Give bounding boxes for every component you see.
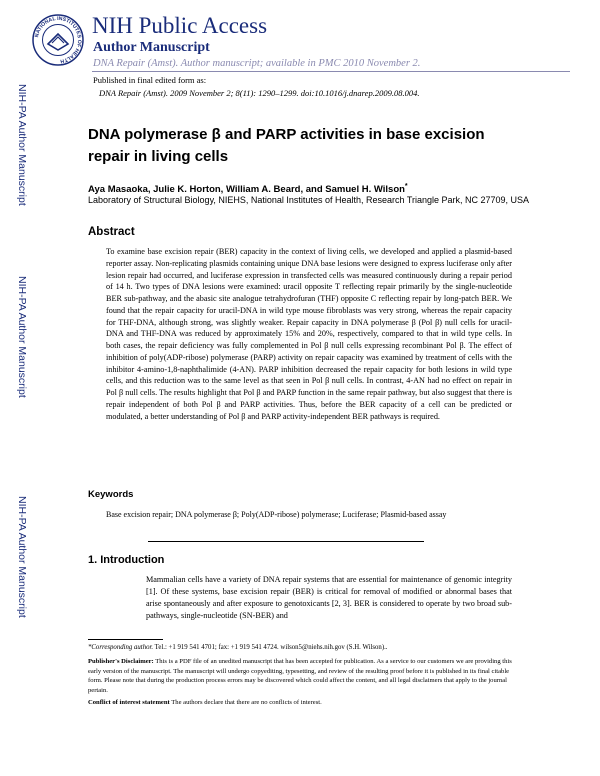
nih-seal-logo	[32, 14, 84, 66]
disclaimer-label: Publisher's Disclaimer:	[88, 658, 154, 665]
side-label-middle: NIH-PA Author Manuscript	[16, 276, 28, 398]
side-label-top: NIH-PA Author Manuscript	[16, 84, 28, 206]
footnote-divider	[88, 639, 163, 640]
corresponding-label: *Corresponding author.	[88, 644, 154, 651]
article-title: DNA polymerase β and PARP activities in base excision repair in living cells	[88, 126, 485, 165]
section-divider	[148, 541, 424, 542]
conflict-of-interest	[88, 698, 524, 707]
corresponding-author-mark: *	[404, 183, 408, 190]
header-title: NIH Public Access	[92, 13, 268, 38]
keywords-heading: Keywords	[88, 489, 134, 500]
keywords-text: Base excision repair; DNA polymerase β; Poly(ADP-ribose) polymerase; Luciferase; Plasmid-based assay	[106, 510, 447, 519]
published-label: Published in final edited form as:	[93, 75, 207, 85]
affiliation: Laboratory of Structural Biology, NIEHS, National Institutes of Health, Research Triangle Park, NC 27709, USA	[88, 195, 530, 205]
conflict-text: The authors declare that there are no conflicts of interest.	[169, 699, 322, 706]
corresponding-author-footnote	[88, 643, 528, 652]
conflict-label: Conflict of interest statement	[88, 699, 170, 706]
svg-text:NATIONAL INSTITUTES OF HEALTH: NATIONAL INSTITUTES OF HEALTH	[34, 15, 83, 64]
disclaimer-text: This is a PDF file of an unedited manuscript that has been accepted for publication. As a service to our customers we are providing this early version of the manuscript. The manuscript will undergo copyediting, typesetting, and review of the resulting proof before it is published in its final citable form. Please note that during the production process errors may be discovered which could affect the content, and all legal disclaimers that apply to the journal pertain.	[88, 658, 512, 694]
header-divider	[92, 71, 570, 72]
journal-availability-line: DNA Repair (Amst). Author manuscript; available in PMC 2010 November 2.	[93, 58, 421, 69]
publisher-disclaimer	[88, 657, 524, 695]
introduction-heading: 1. Introduction	[88, 554, 165, 566]
side-label-bottom: NIH-PA Author Manuscript	[16, 496, 28, 618]
abstract-text: To examine base excision repair (BER) capacity in the context of living cells, we developed and applied a plasmid-based reporter assay. Non-replicating plasmids containing unique DNA base lesions were designed to express luciferase only after lesion repair had occurred, and luciferase expression in transfected cells was measured continuously during a repair period of 14 h. Two types of DNA lesions were examined: uracil opposite T reflecting repair primarily by the single-nucleotide BER sub-pathway, and the abasic site analogue tetrahydrofuran (THF) opposite C reflecting repair by long-patch BER. We found that the repair capacity for uracil-DNA in wild type mouse fibroblasts was very strong, whereas the repair capacity for THF-DNA, although strong, was slightly weaker. Repair capacity in DNA polymerase β (Pol β) null cells for uracil-DNA and THF-DNA was reduced by approximately 15% and 20%, respectively, compared to that in wild type cells. In both cases, the repair deficiency was fully complemented in Pol β null cells expressing recombinant Pol β. The effect of inhibition of poly(ADP-ribose) polymerase (PARP) activity on repair capacity was examined by treatment of cells with the inhibitor 4-amino-1,8-naphthalimide (4-AN). PARP inhibition decreased the repair capacity for both lesions in wild type cells, and this reduction was to the same level as that seen in Pol β null cells. In contrast, 4-AN had no effect on repair in Pol β null cells. The results highlight that Pol β and PARP function in the same repair pathway, but also suggest that there is repair independent of both Pol β and PARP activities. Thus, before the BER capacity of a cell can be predicted or modulated, a better understanding of Pol β and PARP activity-independent BER pathways is required.	[106, 247, 512, 421]
introduction-text: Mammalian cells have a variety of DNA repair systems that are essential for maintenance of genomic integrity [1]. Of these systems, base excision repair (BER) is critical for removal of modified or abnormal bases that arise spontaneously and after exposure to genotoxicants [2, 3]. BER is considered to operate by two broad sub-pathways, single-nucleotide (SN-BER) and	[146, 575, 512, 620]
abstract-heading: Abstract	[88, 226, 135, 238]
author-names: Aya Masaoka, Julie K. Horton, William A. Beard, and Samuel H. Wilson	[88, 184, 405, 196]
citation-line: DNA Repair (Amst). 2009 November 2; 8(11): 1290–1299. doi:10.1016/j.dnarep.2009.08.004.	[99, 88, 420, 98]
corresponding-contact: Tel.: +1 919 541 4701; fax: +1 919 541 4724. wilson5@niehs.nih.gov (S.H. Wilson)..	[153, 644, 388, 651]
header-subtitle: Author Manuscript	[93, 40, 210, 55]
